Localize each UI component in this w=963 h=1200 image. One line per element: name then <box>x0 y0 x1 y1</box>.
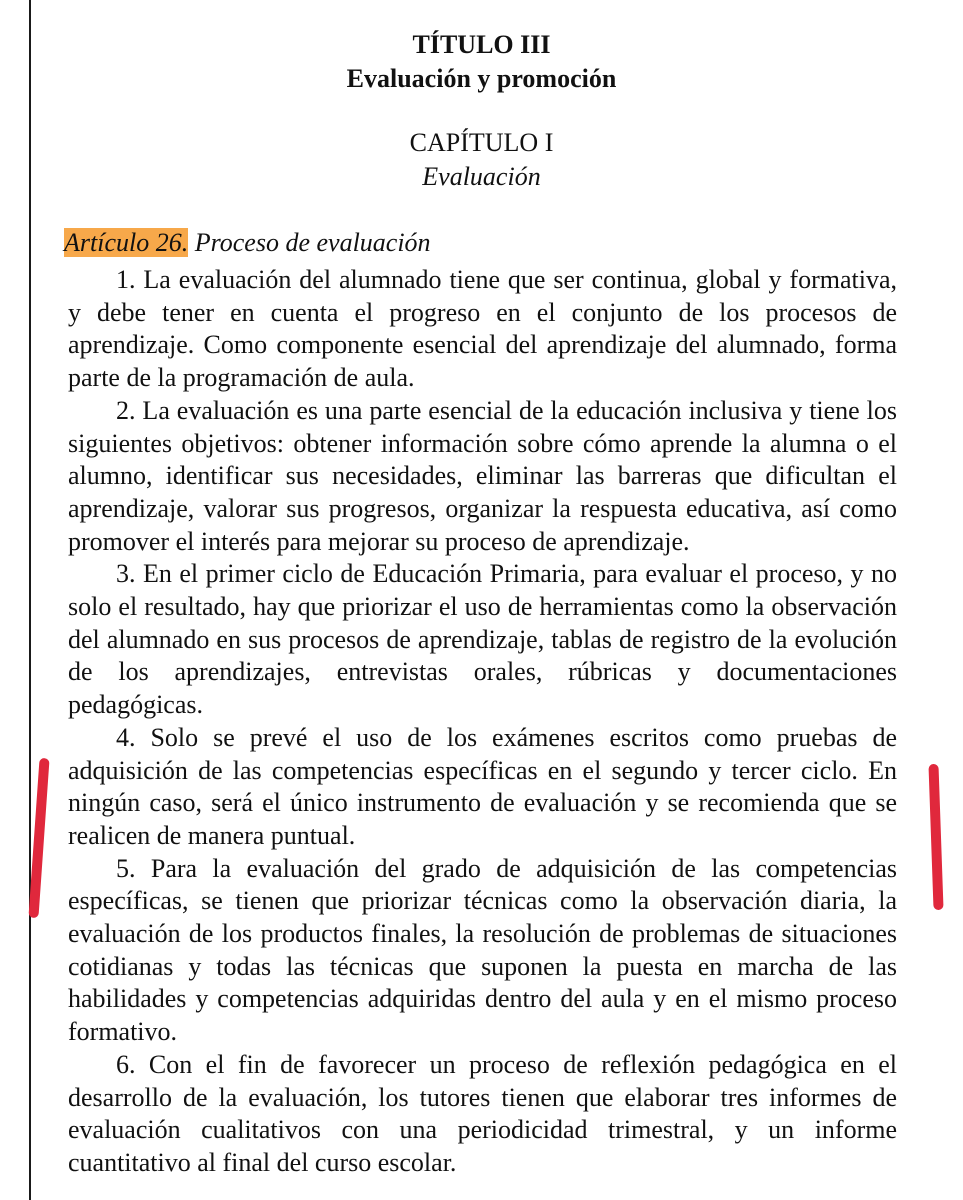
capitulo-heading: CAPÍTULO I <box>409 128 554 157</box>
paragraph-6: 6. Con el fin de favorecer un proceso de reflexión pedagógica en el desarrollo de la evaluación, los tutores tienen que elaborar tres informes de evaluación cualitativos con una periodicidad trimestral, y un informe cuantitativo al final del curso escolar. <box>68 1049 897 1177</box>
paragraph-3: 3. En el primer ciclo de Educación Primaria, para evaluar el proceso, y no solo el resultado, hay que priorizar el uso de herramientas como la observación del alumnado en sus procesos de aprendizaje, tablas de registro de la evolución de los aprendizajes, entrevistas orales, rúbricas y documentaciones pedagógicas. <box>68 559 897 720</box>
paragraph-1: 1. La evaluación del alumnado tiene que ser continua, global y formativa, y debe tener en cuenta el progreso en el conjunto de los procesos de aprendizaje. Como componente esencial del aprendizaje del alumnado, forma parte de la programación de aula. <box>68 265 897 393</box>
titulo-subtitle: Evaluación y promoción <box>346 64 617 93</box>
paragraph-4: 4. Solo se prevé el uso de los exámenes escritos como pruebas de adquisición de las competencias específicas en el segundo y tercer ciclo. En ningún caso, será el único instrumento de evaluación y se recomienda que se realicen de manera puntual. <box>68 722 897 850</box>
red-annotation-mark-left <box>28 758 49 918</box>
article-body <box>68 264 897 1180</box>
article-label-dot: . <box>181 228 189 257</box>
article-label: Artículo 26 <box>64 228 182 257</box>
article-title: Proceso de evaluación <box>188 228 431 257</box>
article-heading <box>64 228 431 258</box>
paragraph-5: 5. Para la evaluación del grado de adquisición de las competencias específicas, se tienen que priorizar técnicas como la observación diaria, la evaluación de los productos finales, la resolución de problemas de situaciones cotidianas y todas las técnicas que suponen la puesta en marcha de las habilidades y competencias adquiridas dentro del aula y en el mismo proceso formativo. <box>68 853 897 1047</box>
red-annotation-mark-right <box>928 764 943 910</box>
capitulo-subtitle: Evaluación <box>422 162 541 191</box>
paragraph-2: 2. La evaluación es una parte esencial de la educación inclusiva y tiene los siguientes objetivos: obtener información sobre cómo aprende la alumna o el alumno, identificar sus necesidades, eliminar las barreras que dificultan el aprendizaje, valorar sus progresos, organizar la respuesta educativa, así como promover el interés para mejorar su proceso de aprendizaje. <box>68 395 897 556</box>
article-label-highlight <box>64 228 188 257</box>
titulo-heading: TÍTULO III <box>412 30 551 59</box>
